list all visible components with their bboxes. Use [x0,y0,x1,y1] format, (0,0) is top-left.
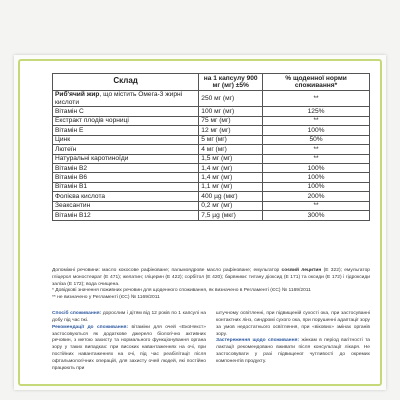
usage-label: Спосіб споживання: [52,311,102,316]
composition-row [53,90,370,107]
recommendation-label: Рекомендації до споживання: [52,324,129,330]
header-amount: на 1 капсулу 900 мг (мг) ±5% [199,74,263,91]
ingredient-name [53,173,199,182]
ingredient-name-text: Вітамін В6 [55,174,88,182]
footnote-one: * Довідкові значення поживних речовин для щоденного споживання, як визначено в Регламенті (ЄС) № 1169/2011 [52,288,311,294]
ingredient-daily-percent: 100% [263,164,370,173]
header-composition: Склад [53,74,199,91]
ingredient-name-text: Лютеїн [55,145,77,153]
ingredient-name [53,211,199,220]
ingredient-amount: 1,4 мг (мг) [199,173,263,182]
ingredient-name-text: Зеаксантин [55,202,91,210]
ingredient-daily-percent: ** [263,201,370,210]
composition-row [53,182,370,191]
aux-allergen: соєвий лецитин [281,268,322,273]
ingredient-amount: 400 µg (мкг) [199,192,263,201]
ingredient-amount: 1,4 мг (мг) [199,164,263,173]
recommendation-continued: штучному освітленні, при підвищеній сухості ока, при застосуванні контактних лінз, синдромі сухого ока, при порушенні адаптації зору за умов недостатнього освітлення, при «вікових» змінах органів зору. [216,311,370,337]
ingredient-amount: 7,5 µg (мкг) [199,211,263,220]
composition-row [53,173,370,182]
composition-row [53,211,370,220]
package-panel [14,55,386,390]
usage-paragraph [52,311,206,325]
ingredient-amount: 0,2 мг (мг) [199,201,263,210]
ingredient-name [53,90,199,107]
composition-row [53,192,370,201]
ingredient-daily-percent: 300% [263,211,370,220]
ingredient-name [53,154,199,163]
ingredient-name [53,164,199,173]
ingredient-name [53,135,199,144]
ingredient-amount: 5 мг (мг) [199,135,263,144]
usage-column-right [216,311,370,373]
warning-text: жінкам в період вагітності та лактації рекомендовано вживати після консультації лікаря. Не застосовувати у разі підвищеної чутливості до окремих компонентів продукту. [216,338,370,365]
ingredient-name-text: Фолієва кислота [55,192,106,200]
ingredient-name-text: Вітамін С [55,107,84,115]
usage-column-left [52,311,206,373]
ingredient-name-text: , що містить Омега-3 жирні кислоти [55,91,183,106]
composition-header-row [53,74,370,91]
ingredient-amount: 75 мг (мг) [199,116,263,125]
footnote-two: ** не визначено у Регламенті (ЄС) № 1169/2011 [52,295,160,301]
ingredient-name-text: Цинк [55,136,71,144]
ingredient-name [53,201,199,210]
ingredient-name-text: Вітамін В12 [55,211,91,219]
ingredient-daily-percent: ** [263,154,370,163]
aux-text-end: (Е 322); емульгатор гліцерол моностеарат (Е 471); желатин; гліцерин (Е 422); сорбітол (Е 420); барвники: титану діоксид (Е 171) та оксиди (Е 172) і гідроксиди заліза (Е 172); вода очищена. [52,268,371,287]
ingredient-name [53,182,199,191]
auxiliary-substances [52,268,370,288]
usage-text: дорослим і дітям від 12 років по 1 капсулі на добу під час їжі. [52,311,206,323]
recommendation-text: вітаміни для очей «ЕкоНекст» застосовуються як додаткове джерело біологічно активних речовин, з метою захисту та нормального функціонування органа зору у таких випадках: при високих навантаженнях на очі, при постійних навантаженнях на очі, під час реабілітації після офтальмологічних операцій, для захисту очей людей, які постійно працюють при [52,324,206,371]
ingredient-name-text: Вітамін Е [55,126,84,134]
ingredient-name-text: Натуральні каротиноїди [55,155,129,163]
ingredient-name [53,116,199,125]
notes-block [52,268,370,302]
ingredient-daily-percent: 100% [263,126,370,135]
ingredient-daily-percent: 50% [263,135,370,144]
ingredient-name [53,145,199,154]
ingredient-amount: 1,1 мг (мг) [199,182,263,191]
ingredient-daily-percent: ** [263,145,370,154]
composition-row [53,116,370,125]
warning-paragraph [216,338,370,365]
composition-row [53,164,370,173]
composition-row [53,126,370,135]
ingredient-name-text: Вітамін В2 [55,164,88,172]
ingredient-name [53,107,199,116]
composition-row [53,154,370,163]
ingredient-name-text: Вітамін В1 [55,183,88,191]
ingredient-daily-percent: 100% [263,182,370,191]
warning-label: Застереження щодо споживання: [216,338,300,344]
composition-row [53,135,370,144]
ingredient-daily-percent: ** [263,90,370,107]
ingredient-amount: 1,5 мг (мг) [199,154,263,163]
composition-row [53,201,370,210]
ingredient-daily-percent: 200% [263,192,370,201]
ingredient-name-bold: Риб'ячий жир [55,91,100,99]
usage-columns [52,311,370,373]
composition-row [53,145,370,154]
ingredient-amount: 100 мг (мг) [199,107,263,116]
composition-row [53,107,370,116]
ingredient-name [53,126,199,135]
header-daily-percent: % щоденної норми споживання* [263,74,370,91]
ingredient-daily-percent: 100% [263,173,370,182]
ingredient-name-text: Екстракт плодів чорниці [55,117,129,125]
ingredient-name [53,192,199,201]
ingredient-amount: 250 мг (мг) [199,90,263,107]
ingredient-amount: 4 мг (мг) [199,145,263,154]
composition-table [52,73,370,221]
ingredient-daily-percent: ** [263,116,370,125]
recommendation-paragraph [52,325,206,373]
composition-table-body [53,90,370,220]
aux-text-start: Допоміжні речовини: масло кокосове рафіноване; пальмоядрове масло рафіноване; емульгатор [52,268,282,273]
ingredient-daily-percent: 125% [263,107,370,116]
ingredient-amount: 12 мг (мг) [199,126,263,135]
